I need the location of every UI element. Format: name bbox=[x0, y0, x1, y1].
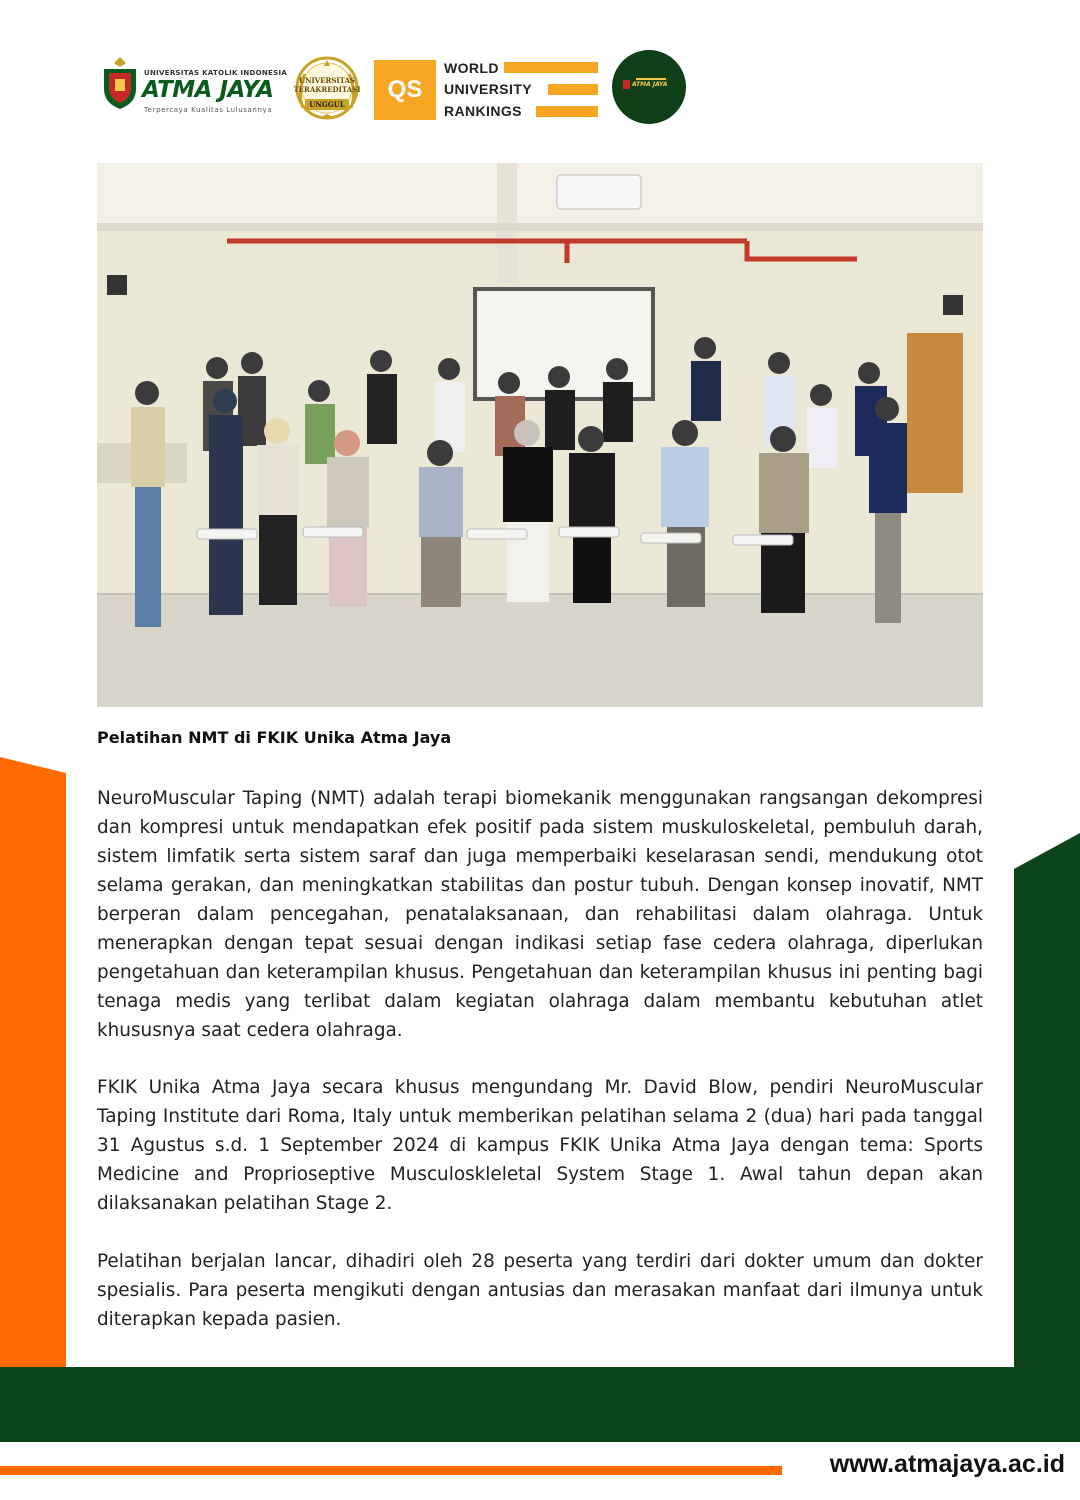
accreditation-line-1: UNIVERSITAS bbox=[298, 76, 355, 85]
university-crest-icon bbox=[100, 55, 140, 111]
rankings-bar-1 bbox=[504, 62, 598, 73]
green-side-accent bbox=[1014, 833, 1080, 1393]
rankings-word-2: UNIVERSITY bbox=[444, 81, 533, 97]
group-photo bbox=[97, 163, 983, 707]
rankings-word-3: RANKINGS bbox=[444, 103, 522, 119]
atma-jaya-circle-logo bbox=[612, 50, 686, 124]
body-paragraph-1: NeuroMuscular Taping (NMT) adalah terapi biomekanik menggunakan rangsangan dekompresi dan kompresi untuk mendapatkan efek positif pada sistem muskuloskeletal, pembuluh darah, sistem limfatik serta sistem saraf dan juga memperbaiki keselarasan sendi, mendukung otot selama gerakan, dan meningkatkan stabilitas dan postur tubuh. Dengan konsep inovatif, NMT berperan dalam pencegahan, penatalaksanaan, dan rehabilitasi dalam olahraga. Untuk menerapkan dengan tepat sesuai dengan indikasi setiap fase cedera olahraga, diperlukan pengetahuan dan keterampilan khusus. Pengetahuan dan keterampilan khusus ini penting bagi tenaga medis yang terlibat dalam kegiatan olahraga dalam membantu kebutuhan atlet khususnya saat cedera olahraga. bbox=[97, 788, 983, 1041]
atma-jaya-logo bbox=[100, 55, 288, 115]
rankings-bar-2 bbox=[548, 84, 598, 95]
body-paragraph-3: Pelatihan berjalan lancar, dihadiri oleh 28 peserta yang terdiri dari dokter umum dan dokter spesialis. Para peserta mengikuti dengan antusias dan merasakan manfaat dari ilmunya untuk diterapkan kepada pasien. bbox=[97, 1251, 983, 1330]
circle-logo-text: ATMA JAYA bbox=[632, 81, 668, 88]
accreditation-grade: UNGGUL bbox=[305, 99, 349, 110]
university-tagline: Terpercaya Kualitas Lulusannya bbox=[144, 106, 273, 114]
green-footer-band bbox=[0, 1367, 1080, 1442]
rankings-word-1: WORLD bbox=[444, 60, 499, 76]
rankings-bar-3 bbox=[536, 106, 598, 117]
world-university-rankings-logo bbox=[444, 60, 604, 122]
university-line: UNIVERSITAS KATOLIK INDONESIA bbox=[144, 69, 288, 77]
accreditation-badge bbox=[289, 52, 365, 124]
university-name: ATMA JAYA bbox=[142, 77, 274, 103]
orange-side-accent bbox=[0, 757, 66, 1377]
accreditation-line-2: TERAKREDITASI bbox=[293, 85, 361, 94]
photo-caption: Pelatihan NMT di FKIK Unika Atma Jaya bbox=[97, 728, 452, 747]
qs-logo: QS bbox=[374, 60, 436, 120]
body-paragraph-2: FKIK Unika Atma Jaya secara khusus mengundang Mr. David Blow, pendiri NeuroMuscular Taping Institute dari Roma, Italy untuk memberikan pelatihan selama 2 (dua) hari pada tanggal 31 Agustus s.d. 1 September 2024 di kampus FKIK Unika Atma Jaya dengan tema: Sports Medicine and Proprioseptive Musculoskleletal System Stage 1. Awal tahun depan akan dilaksanakan pelatihan Stage 2. bbox=[97, 1077, 983, 1214]
orange-footer-line bbox=[0, 1466, 782, 1475]
website-link[interactable]: www.atmajaya.ac.id bbox=[829, 1450, 1065, 1478]
